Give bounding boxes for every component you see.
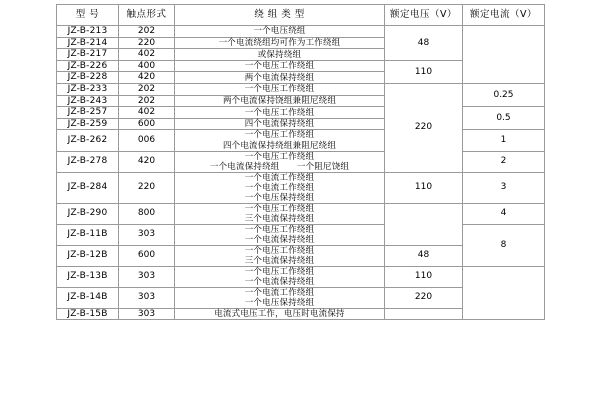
- winding-line: 一个电流工作绕组: [244, 287, 315, 298]
- cell-contact-form: 400: [119, 60, 175, 72]
- cell-contact-form: 420: [119, 72, 175, 84]
- cell-model: JZ-B-213: [57, 26, 119, 38]
- cell-model: JZ-B-13B: [57, 266, 119, 287]
- cell-rated-voltage: 220: [385, 287, 463, 308]
- winding-line: 一个电压工作绕组: [244, 61, 315, 72]
- cell-contact-form: 202: [119, 26, 175, 38]
- table-row: [57, 107, 545, 119]
- winding-line: 一个电流保持绕组: [244, 276, 315, 287]
- cell-model: JZ-B-228: [57, 72, 119, 84]
- cell-contact-form: 202: [119, 84, 175, 96]
- header-contact-form: 触点形式: [119, 5, 175, 26]
- cell-rated-current: 8: [463, 224, 545, 266]
- cell-contact-form: 402: [119, 49, 175, 61]
- winding-line: 一个电流工作绕组: [244, 172, 315, 183]
- table-body: [57, 26, 545, 320]
- cell-winding-type: [175, 72, 385, 84]
- cell-winding-type: [175, 130, 385, 151]
- winding-line: 一个电流绕组均可作为工作绕组: [218, 37, 341, 48]
- cell-rated-current: 4: [463, 203, 545, 224]
- winding-line: 一个电压工作绕组: [244, 245, 315, 256]
- cell-model: JZ-B-278: [57, 151, 119, 172]
- cell-rated-voltage: 110: [385, 60, 463, 83]
- winding-line: 一个电压工作绕组: [244, 84, 315, 95]
- cell-winding-type: [175, 49, 385, 61]
- cell-contact-form: 600: [119, 118, 175, 130]
- winding-line: 三个电流保持绕组: [244, 255, 315, 266]
- table-header-row: [57, 5, 545, 26]
- winding-line: 电流式电压工作，电压时电流保持: [214, 309, 345, 320]
- cell-contact-form: 402: [119, 107, 175, 119]
- cell-rated-voltage: 48: [385, 26, 463, 61]
- cell-contact-form: 303: [119, 266, 175, 287]
- winding-line: 三个电流保持绕组: [244, 213, 315, 224]
- cell-model: JZ-B-15B: [57, 308, 119, 320]
- winding-line: 一个电压工作绕组: [244, 203, 315, 214]
- cell-contact-form: 420: [119, 151, 175, 172]
- cell-rated-voltage: [385, 203, 463, 245]
- cell-contact-form: 220: [119, 172, 175, 203]
- cell-winding-type: [175, 151, 385, 172]
- table-row: [57, 224, 545, 245]
- winding-line: 一个电压绕组: [253, 26, 306, 37]
- cell-rated-voltage: [385, 308, 463, 320]
- winding-line: 一个电流工作绕组: [244, 182, 315, 193]
- cell-rated-current: [463, 26, 545, 84]
- cell-winding-type: [175, 95, 385, 107]
- cell-rated-current: 1: [463, 130, 545, 151]
- cell-winding-type: [175, 107, 385, 119]
- table-header: [57, 5, 545, 26]
- winding-line: 一个电压工作绕组: [244, 130, 315, 141]
- cell-winding-type: [175, 203, 385, 224]
- winding-line: 或保持绕组: [257, 49, 302, 60]
- winding-line: 两个电流保持绕组: [244, 72, 315, 83]
- cell-model: JZ-B-243: [57, 95, 119, 107]
- cell-rated-current: [463, 266, 545, 320]
- cell-winding-type: [175, 84, 385, 96]
- winding-line: 两个电流保持饶组兼阻尼绕组: [222, 95, 337, 106]
- table-row: [57, 130, 545, 151]
- winding-line: 一个电流保持绕组 一个阻尼饶组: [209, 161, 350, 172]
- cell-contact-form: 303: [119, 287, 175, 308]
- winding-line: 一个电压保持绕组: [244, 192, 315, 203]
- cell-rated-current: 0.5: [463, 107, 545, 130]
- cell-model: JZ-B-11B: [57, 224, 119, 245]
- cell-winding-type: [175, 60, 385, 72]
- cell-model: JZ-B-257: [57, 107, 119, 119]
- cell-winding-type: [175, 26, 385, 38]
- cell-rated-current: 3: [463, 172, 545, 203]
- cell-model: JZ-B-290: [57, 203, 119, 224]
- header-rated-current: 额定电流（V）: [463, 5, 545, 26]
- cell-model: JZ-B-233: [57, 84, 119, 96]
- cell-rated-current: 2: [463, 151, 545, 172]
- cell-rated-voltage: 48: [385, 245, 463, 266]
- cell-winding-type: [175, 308, 385, 320]
- cell-contact-form: 303: [119, 224, 175, 245]
- winding-line: 四个电流保持绕组: [244, 119, 315, 130]
- header-winding-type: 绕 组 类 型: [175, 5, 385, 26]
- header-rated-voltage: 额定电压（V）: [385, 5, 463, 26]
- cell-winding-type: [175, 266, 385, 287]
- cell-contact-form: 600: [119, 245, 175, 266]
- table-row: [57, 266, 545, 287]
- winding-line: 一个电压工作绕组: [244, 266, 315, 277]
- cell-winding-type: [175, 224, 385, 245]
- cell-model: JZ-B-259: [57, 118, 119, 130]
- winding-line: 一个电压工作绕组: [244, 224, 315, 235]
- winding-line: 一个电压工作绕组: [244, 151, 315, 162]
- cell-contact-form: 006: [119, 130, 175, 151]
- cell-model: JZ-B-214: [57, 37, 119, 49]
- cell-contact-form: 800: [119, 203, 175, 224]
- cell-rated-current: 0.25: [463, 84, 545, 107]
- cell-model: JZ-B-12B: [57, 245, 119, 266]
- cell-winding-type: [175, 118, 385, 130]
- winding-line: 一个电压工作绕组: [244, 107, 315, 118]
- winding-line: 一个电流保持绕组: [244, 234, 315, 245]
- cell-contact-form: 202: [119, 95, 175, 107]
- cell-winding-type: [175, 172, 385, 203]
- cell-winding-type: [175, 245, 385, 266]
- cell-model: JZ-B-217: [57, 49, 119, 61]
- header-model: 型 号: [57, 5, 119, 26]
- cell-contact-form: 220: [119, 37, 175, 49]
- winding-line: 四个电流保持绕组兼阻尼绕组: [222, 140, 337, 151]
- table-row: [57, 151, 545, 172]
- cell-rated-voltage: 220: [385, 84, 463, 173]
- table-row: [57, 26, 545, 38]
- cell-contact-form: 303: [119, 308, 175, 320]
- cell-rated-voltage: 110: [385, 266, 463, 287]
- table-row: [57, 203, 545, 224]
- cell-model: JZ-B-262: [57, 130, 119, 151]
- specification-table: [56, 4, 545, 320]
- cell-winding-type: [175, 287, 385, 308]
- cell-rated-voltage: 110: [385, 172, 463, 203]
- table-row: [57, 84, 545, 96]
- cell-winding-type: [175, 37, 385, 49]
- cell-model: JZ-B-14B: [57, 287, 119, 308]
- cell-model: JZ-B-284: [57, 172, 119, 203]
- cell-model: JZ-B-226: [57, 60, 119, 72]
- table-row: [57, 172, 545, 203]
- winding-line: 一个电压保持绕组: [244, 297, 315, 308]
